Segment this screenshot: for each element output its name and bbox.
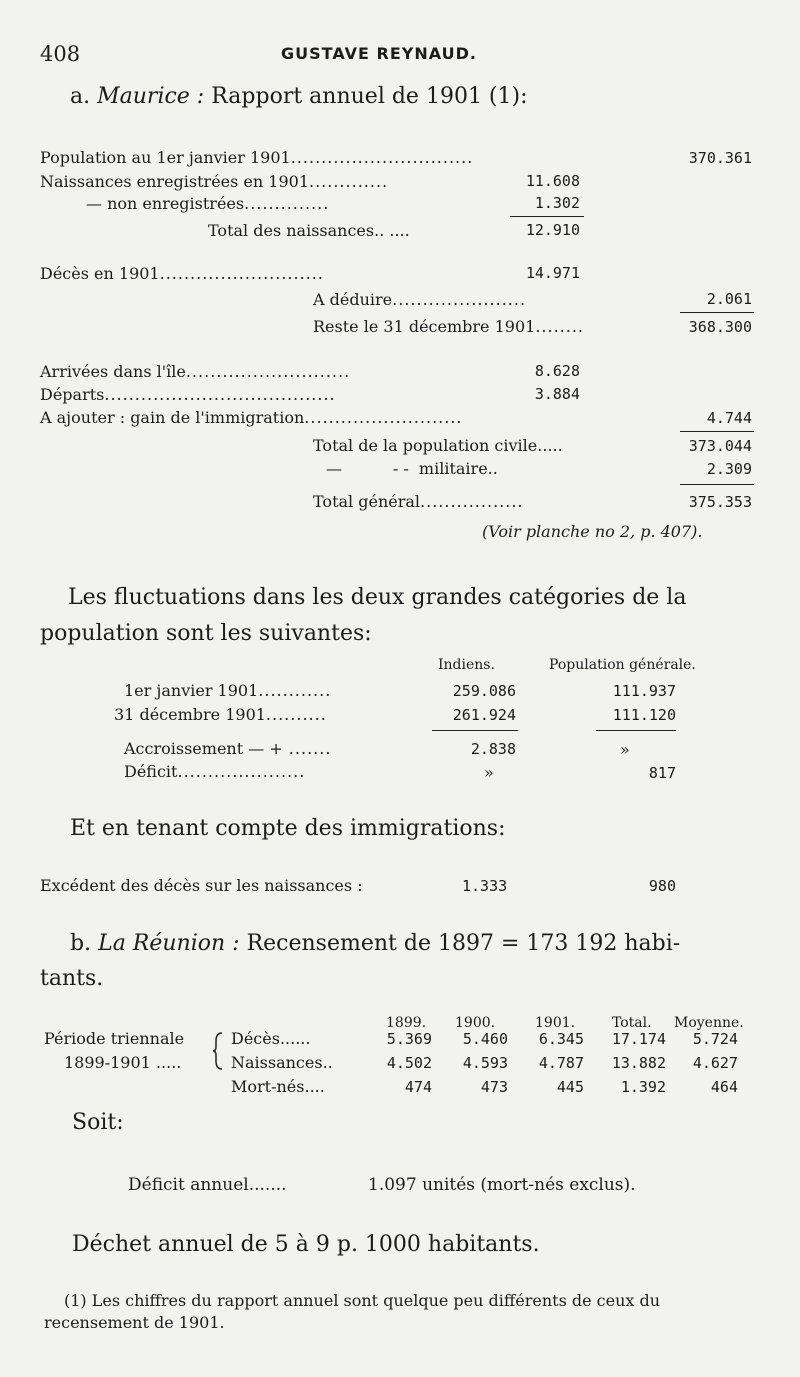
row-deces-value: 14.971 bbox=[525, 264, 580, 282]
running-title: GUSTAVE REYNAUD. bbox=[281, 44, 477, 63]
row-naiss-non-value: 1.302 bbox=[534, 194, 580, 212]
reunion-cell: 13.882 bbox=[611, 1054, 666, 1072]
reunion-row-label: Décès...... bbox=[231, 1029, 311, 1048]
rule-naissances bbox=[510, 216, 584, 217]
soit-label: Soit: bbox=[72, 1110, 124, 1135]
fluct-row-label: Déficit..................... bbox=[124, 762, 306, 781]
row-naiss-enreg-value: 11.608 bbox=[525, 172, 580, 190]
reunion-cell: 5.460 bbox=[462, 1030, 508, 1048]
reunion-cell: 4.627 bbox=[692, 1054, 738, 1072]
fluct-row-population: 817 bbox=[648, 764, 676, 782]
periode-label: Période triennale bbox=[44, 1029, 185, 1048]
excedent-label: Excédent des décès sur les naissances : bbox=[40, 876, 363, 895]
fluct-row-indiens: 261.924 bbox=[452, 706, 516, 724]
col-header-population: Population générale. bbox=[549, 657, 696, 673]
dechet-line: Déchet annuel de 5 à 9 p. 1000 habitants. bbox=[72, 1232, 540, 1257]
section-b-heading: b. La Réunion : Recensement de 1897 = 173 192 habi- bbox=[70, 931, 681, 956]
rule-civile bbox=[680, 431, 754, 432]
fluct-row-label: Accroissement — + ....... bbox=[124, 739, 332, 758]
excedent-population: 980 bbox=[648, 877, 676, 895]
row-total-civile-value: 373.044 bbox=[688, 437, 752, 455]
reunion-cell: 4.502 bbox=[386, 1054, 432, 1072]
row-departs-label: Départs...................................... bbox=[40, 385, 336, 404]
fluct-row-label: 31 décembre 1901.......... bbox=[114, 705, 327, 724]
reunion-row-label: Naissances.. bbox=[231, 1053, 333, 1072]
row-militaire-label: — - - militaire.. bbox=[326, 459, 498, 478]
row-militaire-value: 2.309 bbox=[706, 460, 752, 478]
col-header-1901: 1901. bbox=[535, 1015, 576, 1031]
col-header-1900: 1900. bbox=[455, 1015, 496, 1031]
voir-planche-note: (Voir planche no 2, p. 407). bbox=[482, 522, 703, 541]
col-header-moyenne: Moyenne. bbox=[674, 1015, 744, 1031]
row-total-civile-label: Total de la population civile..... bbox=[313, 436, 563, 455]
fluct-row-indiens: » bbox=[484, 763, 494, 782]
row-arrivees-label: Arrivées dans l'île........................... bbox=[40, 362, 351, 381]
fluct-row-population: 111.937 bbox=[612, 682, 676, 700]
fluctuations-paragraph: Les fluctuations dans les deux grandes catégories de la population sont les suivantes: bbox=[40, 585, 687, 646]
row-naiss-non-label: — non enregistrées.............. bbox=[86, 194, 330, 213]
reunion-cell: 464 bbox=[710, 1078, 738, 1096]
row-ajouter-value: 4.744 bbox=[706, 409, 752, 427]
reunion-row-label: Mort-nés.... bbox=[231, 1077, 325, 1096]
reunion-cell: 1.392 bbox=[620, 1078, 666, 1096]
row-reste-value: 368.300 bbox=[688, 318, 752, 336]
row-naiss-enreg-label: Naissances enregistrées en 1901............. bbox=[40, 172, 389, 191]
fluct-row-population: 111.120 bbox=[612, 706, 676, 724]
fluct-row-indiens: 259.086 bbox=[452, 682, 516, 700]
col-header-total: Total. bbox=[612, 1015, 652, 1031]
row-total-naiss-value: 12.910 bbox=[525, 221, 580, 239]
reunion-cell: 445 bbox=[556, 1078, 584, 1096]
row-population-value: 370.361 bbox=[688, 149, 752, 167]
fluct-row-label: 1er janvier 1901............ bbox=[124, 681, 332, 700]
reunion-cell: 6.345 bbox=[538, 1030, 584, 1048]
reunion-cell: 4.593 bbox=[462, 1054, 508, 1072]
row-a-deduire-value: 2.061 bbox=[706, 290, 752, 308]
row-a-deduire-label: A déduire...................... bbox=[313, 290, 527, 309]
row-total-general-value: 375.353 bbox=[688, 493, 752, 511]
row-departs-value: 3.884 bbox=[534, 385, 580, 403]
section-a-heading: a. Maurice : Rapport annuel de 1901 (1): bbox=[70, 84, 528, 109]
periode-years: 1899-1901 ..... bbox=[64, 1053, 182, 1072]
row-ajouter-label: A ajouter : gain de l'immigration.......................... bbox=[40, 408, 463, 427]
rule-fluct-indiens bbox=[432, 730, 518, 731]
row-arrivees-value: 8.628 bbox=[534, 362, 580, 380]
row-total-general-label: Total général................. bbox=[313, 492, 524, 511]
reunion-cell: 474 bbox=[404, 1078, 432, 1096]
footnote: (1) Les chiffres du rapport annuel sont quelque peu différents de ceux du recensement de 1901. bbox=[44, 1291, 661, 1332]
reunion-cell: 5.724 bbox=[692, 1030, 738, 1048]
section-b-heading-cont: tants. bbox=[40, 966, 104, 991]
excedent-indiens: 1.333 bbox=[462, 877, 508, 895]
reunion-cell: 4.787 bbox=[538, 1054, 584, 1072]
col-header-1899: 1899. bbox=[386, 1015, 427, 1031]
reunion-cell: 17.174 bbox=[611, 1030, 666, 1048]
reunion-cell: 473 bbox=[480, 1078, 508, 1096]
col-header-indiens: Indiens. bbox=[438, 657, 495, 673]
deficit-annuel-value: 1.097 unités (mort-nés exclus). bbox=[368, 1175, 636, 1195]
deficit-annuel-label: Déficit annuel....... bbox=[128, 1175, 287, 1195]
reunion-cell: 5.369 bbox=[386, 1030, 432, 1048]
immigrations-heading: Et en tenant compte des immigrations: bbox=[70, 816, 506, 841]
row-population-label: Population au 1er janvier 1901.............................. bbox=[40, 148, 474, 167]
rule-fluct-population bbox=[596, 730, 676, 731]
fluct-row-indiens: 2.838 bbox=[470, 740, 516, 758]
rule-reste bbox=[680, 312, 754, 313]
row-total-naiss-label: Total des naissances.. .... bbox=[208, 221, 410, 240]
row-reste-label: Reste le 31 décembre 1901........ bbox=[313, 317, 584, 336]
brace-icon bbox=[212, 1031, 226, 1071]
page-number: 408 bbox=[40, 42, 81, 66]
fluct-row-population: » bbox=[620, 740, 630, 759]
rule-general bbox=[680, 484, 754, 485]
row-deces-label: Décès en 1901........................... bbox=[40, 264, 324, 283]
